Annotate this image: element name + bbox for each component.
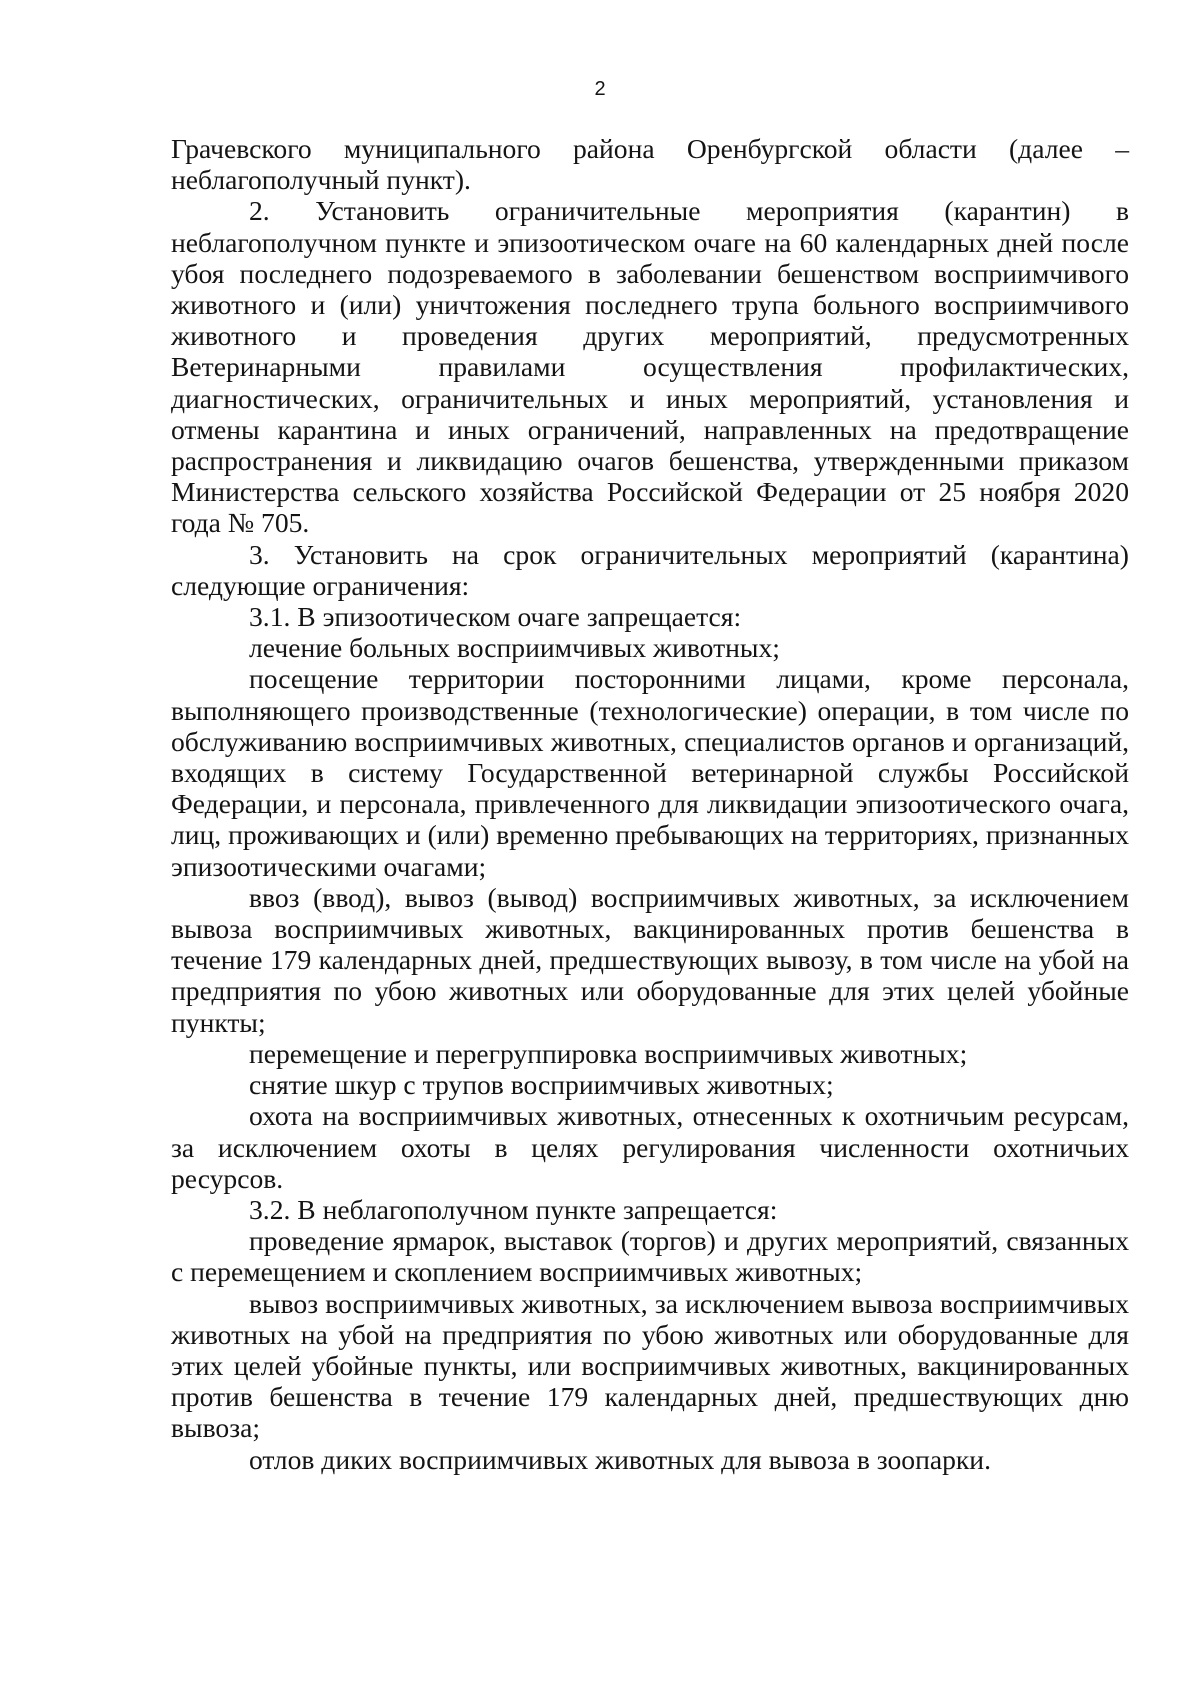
- paragraph: лечение больных восприимчивых животных;: [249, 632, 780, 664]
- paragraph: ввоз (ввод), вывоз (вывод) восприимчивых животных, за исключением вывоза восприимчивых животных, вакцинированных против бешенства в течение 179 календарных дней, предшествующих вывозу, в том числе на убой на предприятия по убою животных или оборудованные для этих целей убойные пункты;: [171, 881, 1129, 1038]
- paragraph: охота на восприимчивых животных, отнесенных к охотничьим ресурсам, за исключением охоты в целях регулирования численности охотничьих ресурсов.: [171, 1100, 1129, 1194]
- document-body: [171, 133, 1129, 1475]
- paragraph: посещение территории посторонними лицами, кроме персонала, выполняющего производственные (технологические) операции, в том числе по обслуживанию восприимчивых животных, специалистов органов и организаций, входящих в систему Государственной ветеринарной службы Российской Федерации, и персонала, привлеченного для ликвидации эпизоотического очага, лиц, проживающих и (или) временно пребывающих на территориях, признанных эпизоотическими очагами;: [171, 663, 1129, 882]
- paragraph: снятие шкур с трупов восприимчивых животных;: [249, 1069, 834, 1101]
- paragraph: вывоз восприимчивых животных, за исключением вывоза восприимчивых животных на убой на предприятия по убою животных или оборудованные для этих целей убойные пункты, или восприимчивых животных, вакцинированных против бешенства в течение 179 календарных дней, предшествующих дню вывоза;: [171, 1287, 1129, 1444]
- paragraph: 3. Установить на срок ограничительных мероприятий (карантина) следующие ограничения:: [171, 538, 1129, 601]
- paragraph: 2. Установить ограничительные мероприятия (карантин) в неблагополучном пункте и эпизоотическом очаге на 60 календарных дней после убоя последнего подозреваемого в заболевании бешенством восприимчивого животного и (или) уничтожения последнего трупа больного восприимчивого животного и проведения других мероприятий, предусмотренных Ветеринарными правилами осуществления профилактических, диагностических, ограничительных и иных мероприятий, установления и отмены карантина и иных ограничений, направленных на предотвращение распространения и ликвидацию очагов бешенства, утвержденными приказом Министерства сельского хозяйства Российской Федерации от 25 ноября 2020 года № 705.: [171, 195, 1129, 539]
- page-number: 2: [594, 78, 606, 100]
- paragraph: 3.2. В неблагополучном пункте запрещается:: [249, 1193, 778, 1225]
- paragraph: проведение ярмарок, выставок (торгов) и других мероприятий, связанных с перемещением и скоплением восприимчивых животных;: [171, 1225, 1129, 1288]
- paragraph: 3.1. В эпизоотическом очаге запрещается:: [249, 601, 742, 633]
- paragraph: отлов диких восприимчивых животных для вывоза в зоопарки.: [249, 1443, 991, 1475]
- paragraph: Грачевского муниципального района Оренбургской области (далее – неблагополучный пункт).: [171, 133, 1129, 196]
- paragraph: перемещение и перегруппировка восприимчивых животных;: [249, 1037, 968, 1069]
